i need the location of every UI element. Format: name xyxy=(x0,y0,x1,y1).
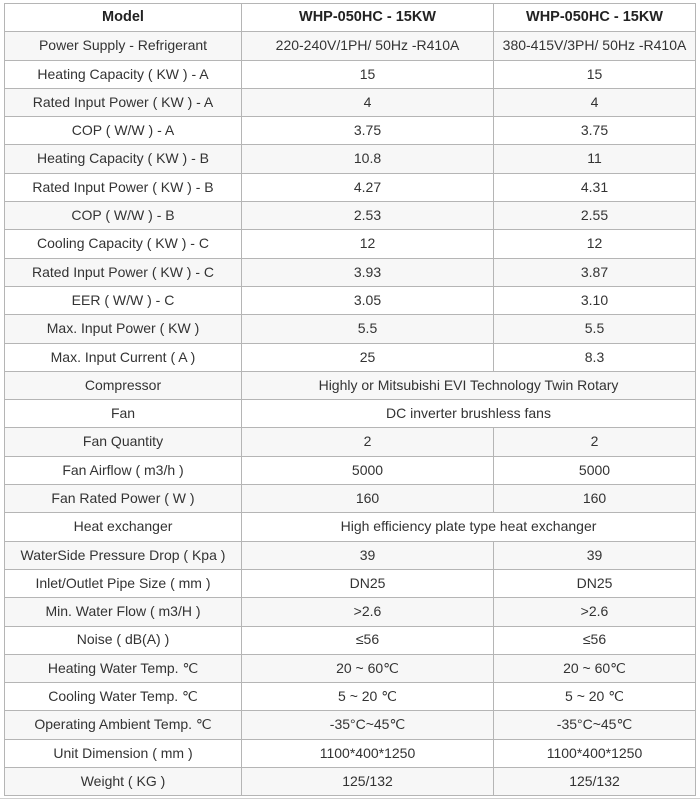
bottom-divider xyxy=(0,798,700,799)
value-cell-1: 2 xyxy=(242,428,494,456)
row-label: Inlet/Outlet Pipe Size ( mm ) xyxy=(5,569,242,597)
value-cell-1: 39 xyxy=(242,541,494,569)
row-label: Fan Quantity xyxy=(5,428,242,456)
table-row xyxy=(5,456,696,484)
table-row xyxy=(5,513,696,541)
value-cell-2: 12 xyxy=(494,230,696,258)
table-row xyxy=(5,654,696,682)
value-cell-2: 380-415V/3PH/ 50Hz -R410A xyxy=(494,32,696,60)
value-cell-2: 3.87 xyxy=(494,258,696,286)
value-cell-1: 15 xyxy=(242,60,494,88)
value-cell-1: 2.53 xyxy=(242,202,494,230)
value-cell-1: 10.8 xyxy=(242,145,494,173)
table-row xyxy=(5,569,696,597)
table-row xyxy=(5,202,696,230)
value-cell-1: 4.27 xyxy=(242,173,494,201)
row-label: Cooling Capacity ( KW ) - C xyxy=(5,230,242,258)
table-row xyxy=(5,60,696,88)
value-cell-2: 2.55 xyxy=(494,202,696,230)
value-cell-1: 3.75 xyxy=(242,117,494,145)
value-cell-2: 160 xyxy=(494,485,696,513)
row-label: Heating Water Temp. ℃ xyxy=(5,654,242,682)
value-cell-1: -35°C~45℃ xyxy=(242,711,494,739)
table-row xyxy=(5,683,696,711)
table-row xyxy=(5,626,696,654)
value-cell-1: >2.6 xyxy=(242,598,494,626)
table-row xyxy=(5,371,696,399)
value-cell-2: -35°C~45℃ xyxy=(494,711,696,739)
row-label: EER ( W/W ) - C xyxy=(5,286,242,314)
value-cell-1: 4 xyxy=(242,88,494,116)
table-row xyxy=(5,343,696,371)
value-cell-2: 5 ~ 20 ℃ xyxy=(494,683,696,711)
row-label: Weight ( KG ) xyxy=(5,768,242,796)
row-label: Fan Rated Power ( W ) xyxy=(5,485,242,513)
table-row xyxy=(5,739,696,767)
spec-body xyxy=(5,32,696,796)
value-cell-2: 15 xyxy=(494,60,696,88)
row-label: Max. Input Current ( A ) xyxy=(5,343,242,371)
value-cell-2: 4 xyxy=(494,88,696,116)
table-row xyxy=(5,428,696,456)
model-header: Model xyxy=(5,4,242,32)
row-label: Rated Input Power ( KW ) - B xyxy=(5,173,242,201)
row-label: WaterSide Pressure Drop ( Kpa ) xyxy=(5,541,242,569)
merged-value-cell: DC inverter brushless fans xyxy=(242,400,696,428)
value-cell-1: 1100*400*1250 xyxy=(242,739,494,767)
value-cell-2: 125/132 xyxy=(494,768,696,796)
row-label: Min. Water Flow ( m3/H ) xyxy=(5,598,242,626)
row-label: Fan Airflow ( m3/h ) xyxy=(5,456,242,484)
value-cell-1: 25 xyxy=(242,343,494,371)
table-row xyxy=(5,173,696,201)
row-label: Heating Capacity ( KW ) - A xyxy=(5,60,242,88)
row-label: Fan xyxy=(5,400,242,428)
value-cell-2: 20 ~ 60℃ xyxy=(494,654,696,682)
value-cell-2: 5000 xyxy=(494,456,696,484)
value-cell-2: >2.6 xyxy=(494,598,696,626)
row-label: Cooling Water Temp. ℃ xyxy=(5,683,242,711)
value-cell-2: 3.10 xyxy=(494,286,696,314)
value-cell-2: 4.31 xyxy=(494,173,696,201)
value-cell-2: 5.5 xyxy=(494,315,696,343)
value-cell-2: ≤56 xyxy=(494,626,696,654)
row-label: Noise ( dB(A) ) xyxy=(5,626,242,654)
row-label: Operating Ambient Temp. ℃ xyxy=(5,711,242,739)
table-row xyxy=(5,541,696,569)
table-row xyxy=(5,400,696,428)
row-label: Unit Dimension ( mm ) xyxy=(5,739,242,767)
table-row xyxy=(5,117,696,145)
row-label: Compressor xyxy=(5,371,242,399)
value-cell-2: 3.75 xyxy=(494,117,696,145)
row-label: COP ( W/W ) - B xyxy=(5,202,242,230)
table-row xyxy=(5,315,696,343)
value-cell-1: 5000 xyxy=(242,456,494,484)
value-cell-2: 2 xyxy=(494,428,696,456)
value-cell-1: DN25 xyxy=(242,569,494,597)
value-cell-2: 8.3 xyxy=(494,343,696,371)
row-label: Heating Capacity ( KW ) - B xyxy=(5,145,242,173)
header-row xyxy=(5,4,696,32)
model-name-1: WHP-050HC - 15KW xyxy=(242,4,494,32)
value-cell-1: 3.05 xyxy=(242,286,494,314)
model-name-2: WHP-050HC - 15KW xyxy=(494,4,696,32)
table-row xyxy=(5,230,696,258)
row-label: Rated Input Power ( KW ) - A xyxy=(5,88,242,116)
value-cell-1: 220-240V/1PH/ 50Hz -R410A xyxy=(242,32,494,60)
value-cell-2: 1100*400*1250 xyxy=(494,739,696,767)
value-cell-1: 160 xyxy=(242,485,494,513)
merged-value-cell: High efficiency plate type heat exchanger xyxy=(242,513,696,541)
table-row xyxy=(5,32,696,60)
row-label: COP ( W/W ) - A xyxy=(5,117,242,145)
value-cell-2: 11 xyxy=(494,145,696,173)
merged-value-cell: Highly or Mitsubishi EVI Technology Twin Rotary xyxy=(242,371,696,399)
table-row xyxy=(5,145,696,173)
value-cell-1: 20 ~ 60℃ xyxy=(242,654,494,682)
table-row xyxy=(5,286,696,314)
value-cell-1: 12 xyxy=(242,230,494,258)
table-row xyxy=(5,88,696,116)
row-label: Max. Input Power ( KW ) xyxy=(5,315,242,343)
row-label: Rated Input Power ( KW ) - C xyxy=(5,258,242,286)
value-cell-2: 39 xyxy=(494,541,696,569)
table-row xyxy=(5,258,696,286)
table-row xyxy=(5,711,696,739)
table-row xyxy=(5,768,696,796)
table-row xyxy=(5,598,696,626)
spec-table xyxy=(4,3,696,796)
table-row xyxy=(5,485,696,513)
value-cell-2: DN25 xyxy=(494,569,696,597)
value-cell-1: 5.5 xyxy=(242,315,494,343)
row-label: Heat exchanger xyxy=(5,513,242,541)
value-cell-1: ≤56 xyxy=(242,626,494,654)
value-cell-1: 3.93 xyxy=(242,258,494,286)
value-cell-1: 125/132 xyxy=(242,768,494,796)
row-label: Power Supply - Refrigerant xyxy=(5,32,242,60)
value-cell-1: 5 ~ 20 ℃ xyxy=(242,683,494,711)
